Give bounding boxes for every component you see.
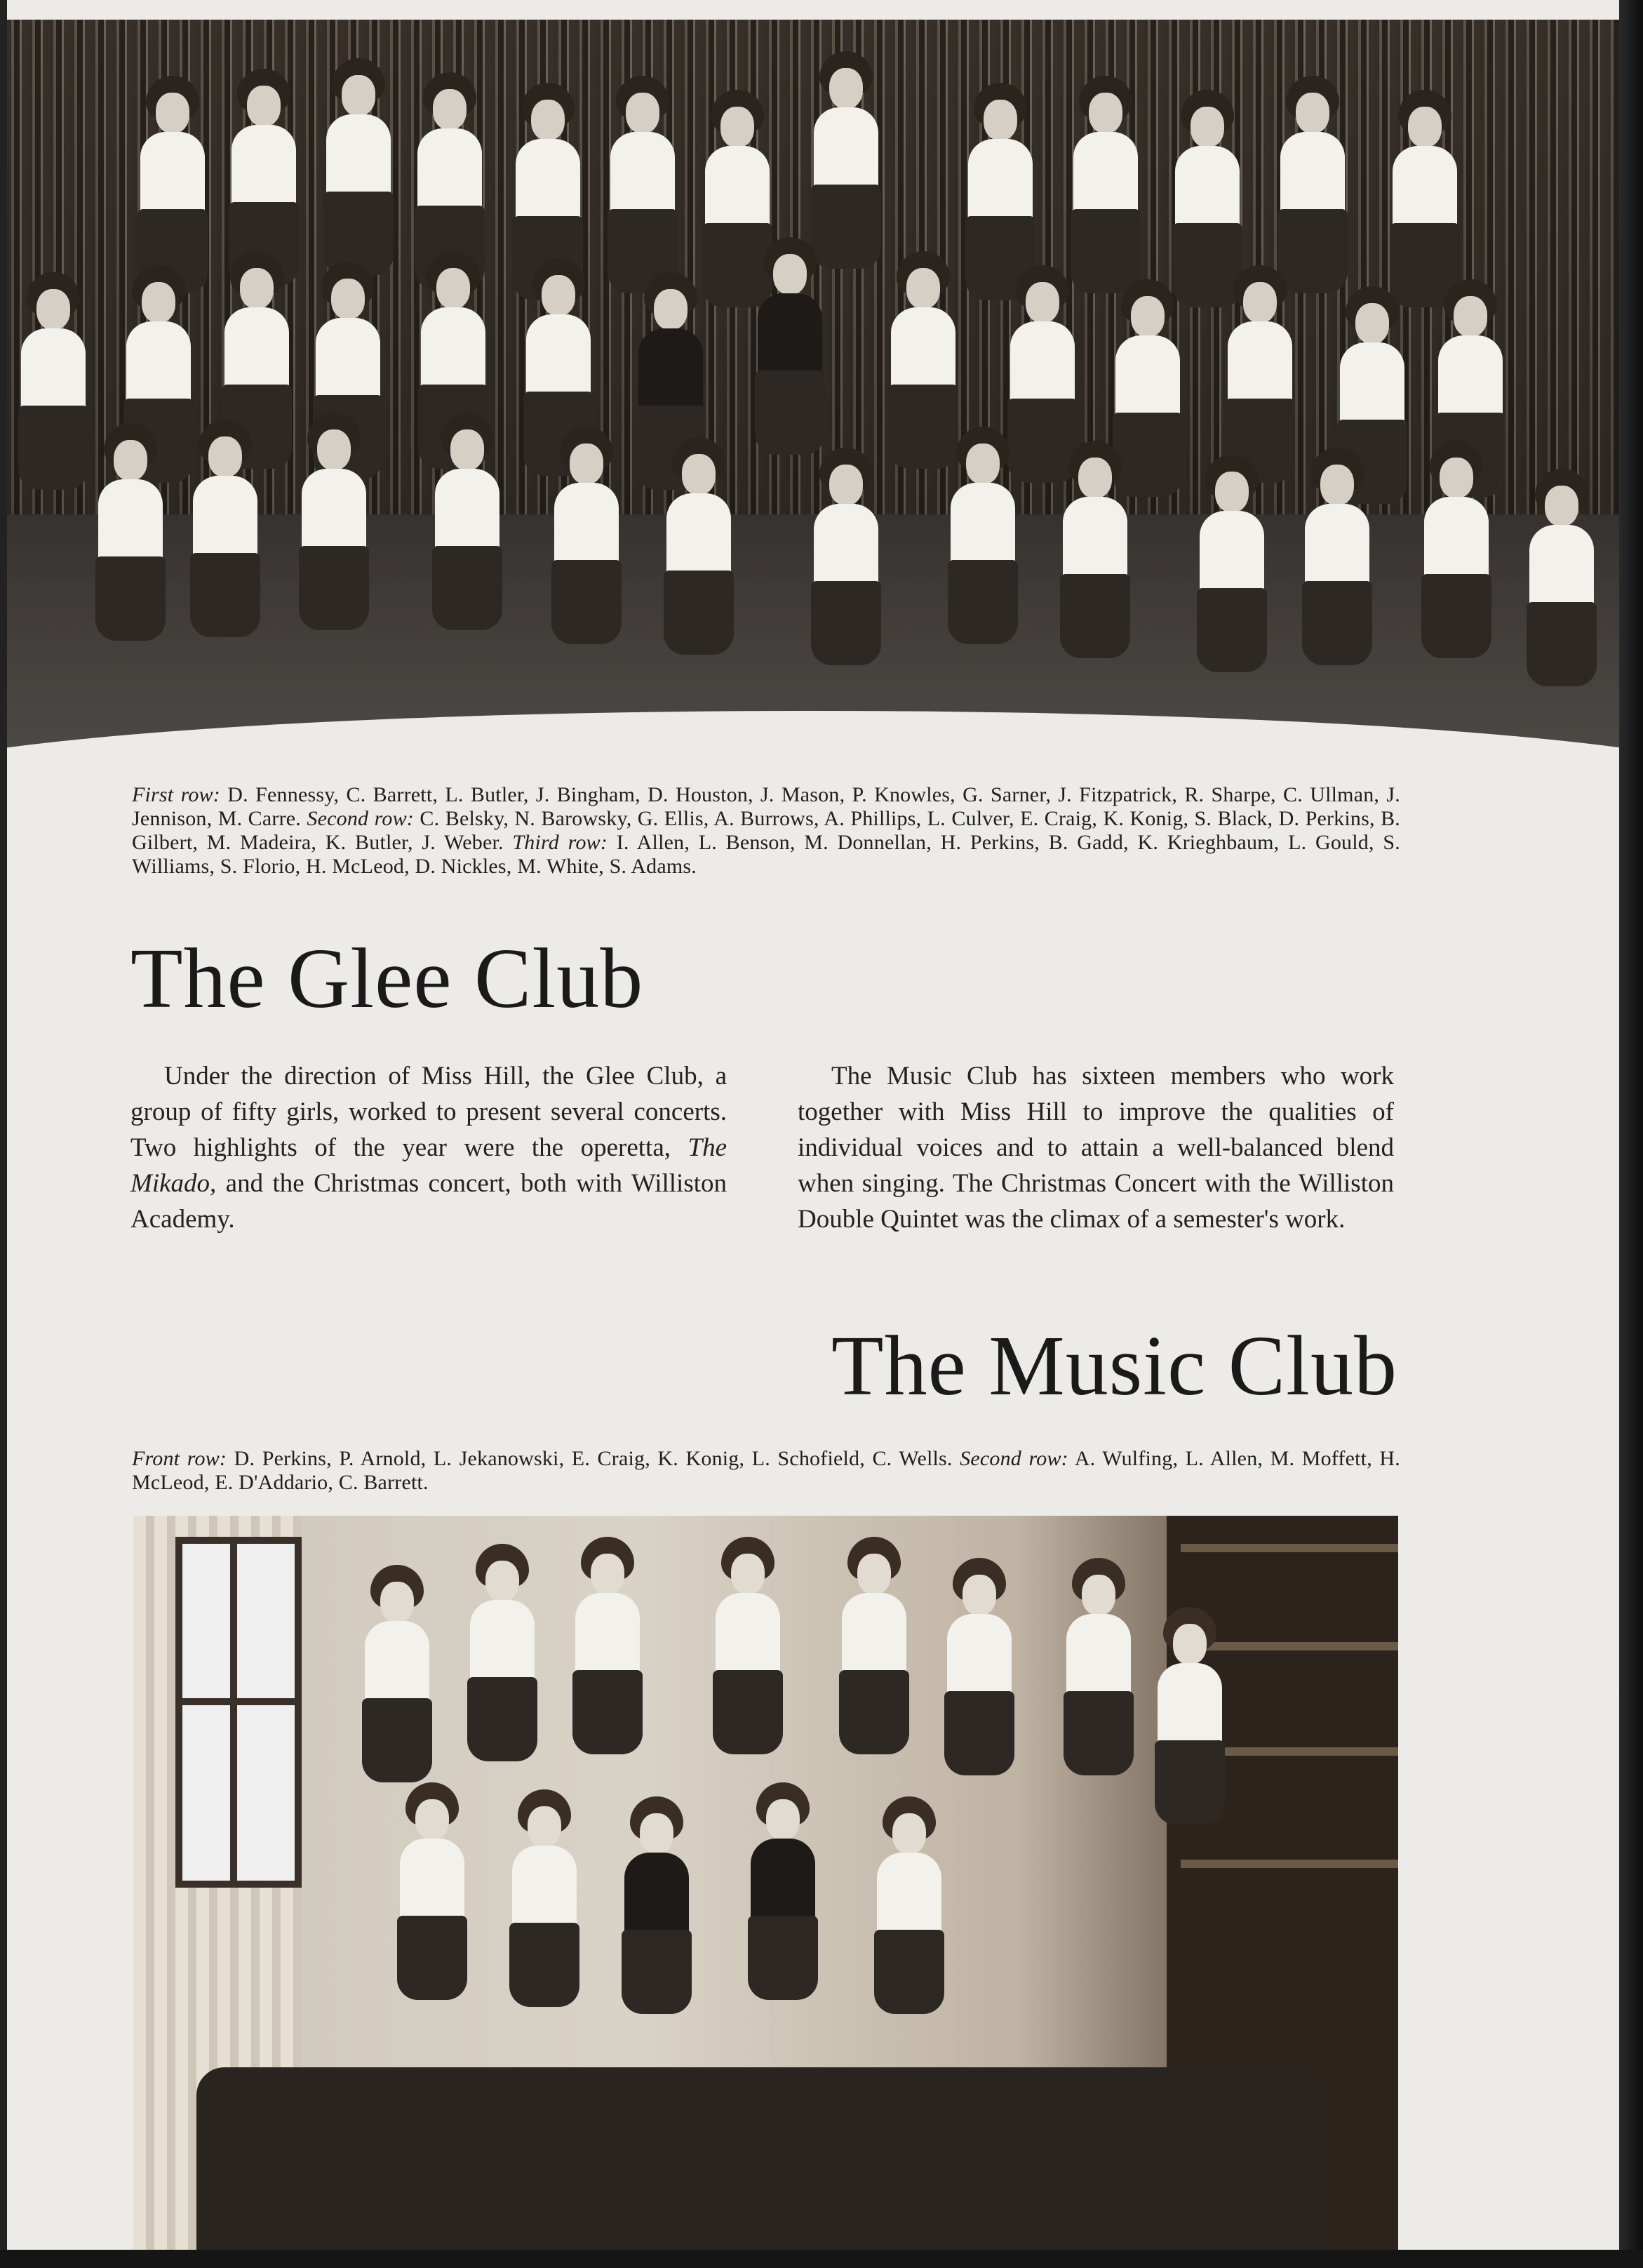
caption-row-names: A. Wulfing, L. Allen, M. Moffett, H. McLeod, E. D'Addario, C. Barrett.	[132, 1447, 1400, 1494]
page-edge	[0, 2250, 1643, 2268]
caption-row-names: C. Belsky, N. Barowsky, G. Ellis, A. Burrows, A. Phillips, L. Culver, E. Craig, K. Konig, S. Black, D. Perkins, B. Gilbert, M. Madeira, K. Butler, J. Weber.	[132, 807, 1400, 854]
page-edge	[1619, 0, 1643, 2268]
glee-club-title: The Glee Club	[130, 931, 644, 1026]
caption-row-names: I. Allen, L. Benson, M. Donnellan, H. Perkins, B. Gadd, K. Krieghbaum, L. Gould, S. Williams, S. Florio, H. McLeod, D. Nickles, M. White, S. Adams.	[132, 831, 1400, 878]
caption-row-names: D. Perkins, P. Arnold, L. Jekanowski, E. Craig, K. Konig, L. Schofield, C. Wells.	[227, 1447, 960, 1470]
glee-club-photo	[7, 20, 1619, 767]
photo-sofa	[196, 2067, 1319, 2250]
paragraph-text: Under the direction of Miss Hill, the Glee Club, a group of fifty girls, worked to present several concerts. Two highlights of the year were the operetta,	[130, 1062, 727, 1162]
operetta-title: The Mikado,	[130, 1133, 727, 1198]
music-club-caption	[132, 1447, 1400, 1495]
caption-row-label: Second row:	[307, 807, 415, 830]
photo-bottom-edge	[7, 711, 1619, 767]
caption-row-label: First row:	[132, 783, 220, 806]
music-club-photo	[133, 1516, 1398, 2250]
glee-club-paragraph	[130, 1058, 727, 1237]
caption-row-names: D. Fennessy, C. Barrett, L. Butler, J. Bingham, D. Houston, J. Mason, P. Knowles, G. Sarner, J. Fitzpatrick, R. Sharpe, C. Ullman, J. Jennison, M. Carre.	[132, 783, 1400, 830]
photo-window	[175, 1537, 302, 1888]
page-edge	[0, 0, 7, 2268]
caption-row-label: Third row:	[512, 831, 608, 854]
caption-row-label: Front row:	[132, 1447, 227, 1470]
paragraph-text: and the Christmas concert, both with Williston Academy.	[130, 1169, 727, 1234]
caption-row-label: Second row:	[960, 1447, 1068, 1470]
music-club-title: The Music Club	[831, 1319, 1397, 1413]
music-club-paragraph: The Music Club has sixteen members who work together with Miss Hill to improve the qualities of individual voices and to attain a well-balanced blend when singing. The Christmas Concert with the Williston Double Quintet was the climax of a semester's work.	[798, 1062, 1394, 1234]
glee-club-caption	[132, 783, 1400, 879]
